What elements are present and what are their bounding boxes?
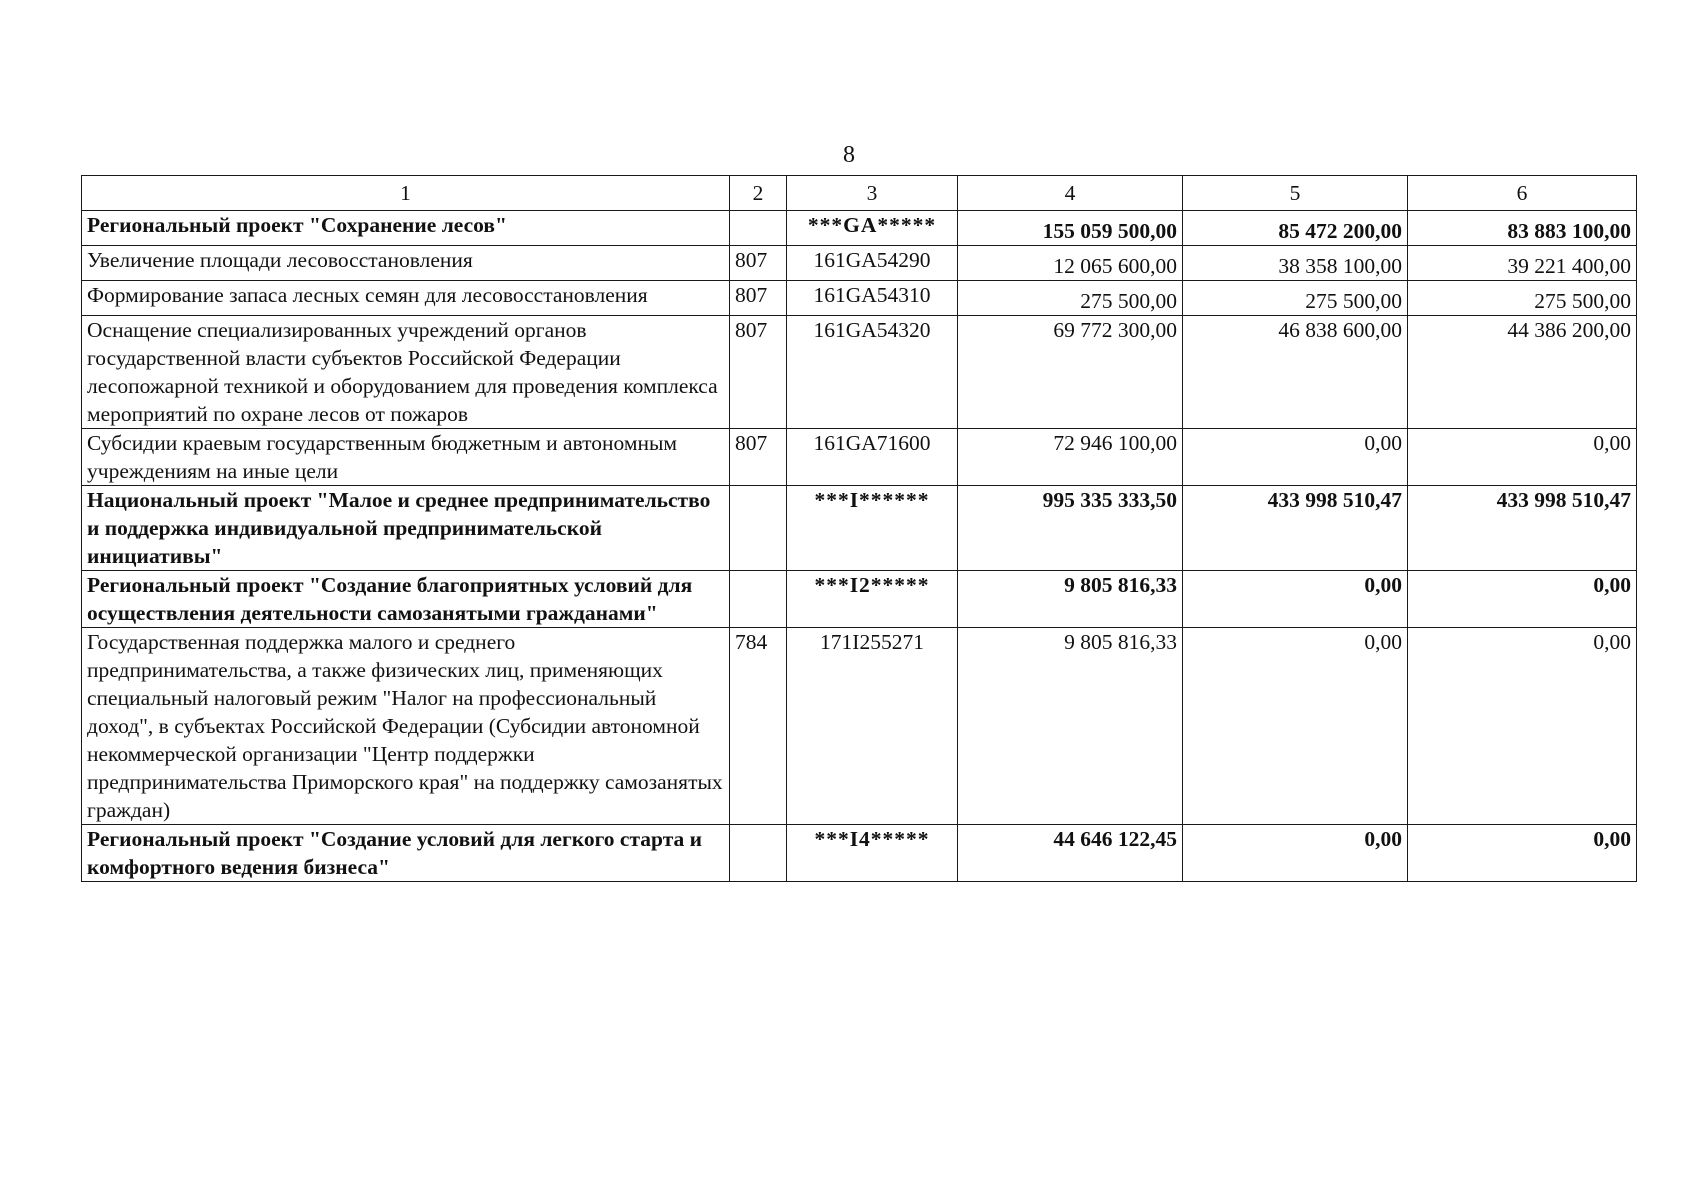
- row-target: ***I2*****: [787, 571, 958, 628]
- row-name: Субсидии краевым государственным бюджетным и автономным учреждениям на иные цели: [82, 429, 730, 486]
- row-value-year1: 995 335 333,50: [958, 486, 1183, 571]
- row-code: [730, 825, 787, 882]
- row-value-year2: 38 358 100,00: [1183, 246, 1408, 281]
- row-target: 161GA54310: [787, 281, 958, 316]
- table-row: [82, 246, 1637, 281]
- table-row: [82, 316, 1637, 429]
- row-value-year3: 433 998 510,47: [1408, 486, 1637, 571]
- row-value-year1: 9 805 816,33: [958, 628, 1183, 825]
- row-target: ***I4*****: [787, 825, 958, 882]
- row-value-year3: 275 500,00: [1408, 281, 1637, 316]
- row-name: Увеличение площади лесовосстановления: [82, 246, 730, 281]
- table-row: [82, 281, 1637, 316]
- row-value-year3: 0,00: [1408, 825, 1637, 882]
- row-target: 161GA71600: [787, 429, 958, 486]
- row-name: Государственная поддержка малого и среднего предпринимательства, а также физических лиц, применяющих специальный налоговый режим "Налог на профессиональный доход", в субъектах Российской Федерации (Субсидии автономной некоммерческой организации "Центр поддержки предпринимательства Приморского края" на поддержку самозанятых граждан): [82, 628, 730, 825]
- row-value-year2: 0,00: [1183, 628, 1408, 825]
- row-code: 784: [730, 628, 787, 825]
- row-target: ***I******: [787, 486, 958, 571]
- budget-table: [81, 175, 1637, 882]
- row-value-year2: 433 998 510,47: [1183, 486, 1408, 571]
- row-value-year1: 155 059 500,00: [958, 211, 1183, 246]
- table-row: [82, 571, 1637, 628]
- row-code: 807: [730, 429, 787, 486]
- row-value-year2: 0,00: [1183, 571, 1408, 628]
- table-header-row: [82, 176, 1637, 211]
- row-name: Национальный проект "Малое и среднее предпринимательство и поддержка индивидуальной предпринимательской инициативы": [82, 486, 730, 571]
- row-target: 161GA54290: [787, 246, 958, 281]
- row-value-year3: 0,00: [1408, 628, 1637, 825]
- row-value-year2: 0,00: [1183, 825, 1408, 882]
- table-row: [82, 628, 1637, 825]
- row-code: 807: [730, 281, 787, 316]
- row-target: 171I255271: [787, 628, 958, 825]
- row-value-year3: 83 883 100,00: [1408, 211, 1637, 246]
- row-code: 807: [730, 316, 787, 429]
- column-header-3: 3: [787, 176, 958, 211]
- row-code: [730, 211, 787, 246]
- row-value-year1: 275 500,00: [958, 281, 1183, 316]
- page-number: 8: [843, 142, 855, 168]
- table-row: [82, 486, 1637, 571]
- row-value-year2: 0,00: [1183, 429, 1408, 486]
- row-value-year2: 46 838 600,00: [1183, 316, 1408, 429]
- row-code: [730, 486, 787, 571]
- column-header-6: 6: [1408, 176, 1637, 211]
- row-value-year3: 39 221 400,00: [1408, 246, 1637, 281]
- row-value-year1: 72 946 100,00: [958, 429, 1183, 486]
- table-row: [82, 211, 1637, 246]
- table-row: [82, 429, 1637, 486]
- row-name: Формирование запаса лесных семян для лесовосстановления: [82, 281, 730, 316]
- row-value-year3: 44 386 200,00: [1408, 316, 1637, 429]
- row-name: Региональный проект "Создание благоприятных условий для осуществления деятельности самозанятыми гражданами": [82, 571, 730, 628]
- row-value-year1: 12 065 600,00: [958, 246, 1183, 281]
- table-row: [82, 825, 1637, 882]
- row-value-year2: 85 472 200,00: [1183, 211, 1408, 246]
- column-header-4: 4: [958, 176, 1183, 211]
- row-name: Региональный проект "Создание условий для легкого старта и комфортного ведения бизнеса": [82, 825, 730, 882]
- row-value-year1: 9 805 816,33: [958, 571, 1183, 628]
- row-value-year2: 275 500,00: [1183, 281, 1408, 316]
- column-header-2: 2: [730, 176, 787, 211]
- row-value-year3: 0,00: [1408, 429, 1637, 486]
- row-value-year1: 69 772 300,00: [958, 316, 1183, 429]
- row-value-year3: 0,00: [1408, 571, 1637, 628]
- row-code: 807: [730, 246, 787, 281]
- column-header-1: 1: [82, 176, 730, 211]
- row-value-year1: 44 646 122,45: [958, 825, 1183, 882]
- row-name: Региональный проект "Сохранение лесов": [82, 211, 730, 246]
- row-target: 161GA54320: [787, 316, 958, 429]
- row-target: ***GA*****: [787, 211, 958, 246]
- row-code: [730, 571, 787, 628]
- row-name: Оснащение специализированных учреждений органов государственной власти субъектов Российской Федерации лесопожарной техникой и оборудованием для проведения комплекса мероприятий по охране лесов от пожаров: [82, 316, 730, 429]
- column-header-5: 5: [1183, 176, 1408, 211]
